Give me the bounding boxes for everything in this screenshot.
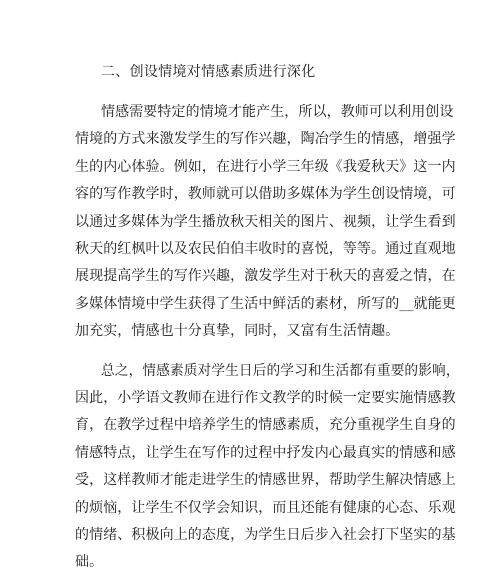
paragraph-line: 础。 [75,554,104,571]
paragraph-line: 育，在教学过程中培养学生的情感素质，充分重视学生自身的 [75,417,456,434]
paragraph-line: 总之，情感素质对学生日后的学习和生活都有重要的影响， [101,362,460,379]
paragraph-line: 展现提高学生的写作兴趣，激发学生对于秋天的喜爱之情，在 [75,268,456,285]
paragraph-line: 的烦恼，让学生不仅学会知识，而且还能有健康的心态、乐观 [75,499,456,516]
paragraph-line: 的情绪、积极向上的态度，为学生日后步入社会打下坚实的基 [75,527,456,543]
paragraph-line: 因此，小学语文教师在进行作文教学的时候一定要实施情感教 [75,390,456,406]
paragraph-line: 以通过多媒体为学生播放秋天相关的图片、视频，让学生看到 [75,213,456,230]
paragraph-line: 情境的方式来激发学生的写作兴趣，陶冶学生的情感，增强学 [75,131,456,148]
paragraph-line: 加充实，情感也十分真挚，同时，又富有生活情趣。 [75,323,400,340]
paragraph-line: 生的内心体验。例如，在进行小学三年级《我爱秋天》这一内 [75,158,456,175]
section-heading: 二、创设情境对情感素质进行深化 [101,64,316,80]
paragraph-line: 情感特点，让学生在写作的过程中抒发内心最真实的情感和感 [75,444,456,461]
paragraph-line: 受，这样教师才能走进学生的情感世界，帮助学生解决情感上 [75,472,456,489]
paragraph-line: 容的写作教学时，教师就可以借助多媒体为学生创设情境，可 [75,186,456,203]
paragraph-line: 多媒体情境中学生获得了生活中鲜活的素材，所写的__就能更 [75,295,456,312]
paragraph-line: 秋天的红枫叶以及农民伯伯丰收时的喜悦，等等。通过直观地 [75,241,456,257]
paragraph-line: 情感需要特定的情境才能产生，所以，教师可以利用创设 [101,104,454,120]
